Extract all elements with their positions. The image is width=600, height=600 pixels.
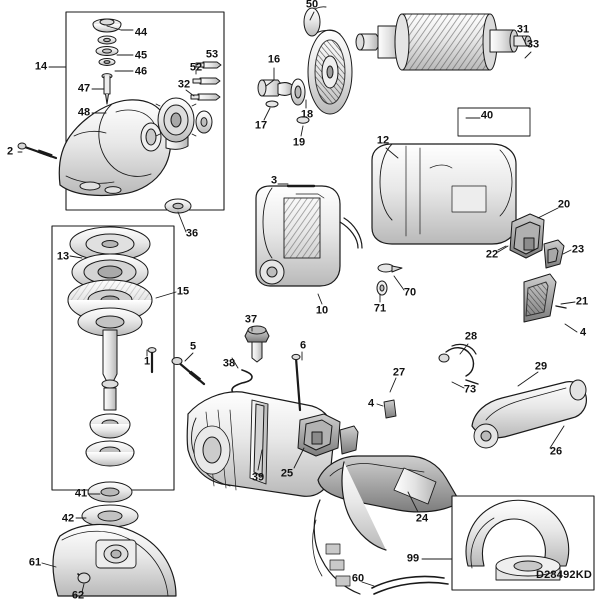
callout-23: 23	[571, 243, 585, 256]
callout-48: 48	[77, 106, 91, 119]
callout-32: 32	[177, 78, 191, 91]
callout-46: 46	[134, 65, 148, 78]
callout-19: 19	[292, 136, 306, 149]
callout-21: 21	[575, 295, 589, 308]
callout-53: 53	[205, 48, 219, 61]
callout-39: 39	[251, 471, 265, 484]
callout-50: 50	[305, 0, 319, 11]
callout-20: 20	[557, 198, 571, 211]
callout-6: 6	[299, 339, 307, 352]
callout-40: 40	[480, 109, 494, 122]
model-code: D28492KD	[535, 569, 592, 581]
callout-73: 73	[463, 383, 477, 396]
callout-16: 16	[267, 53, 281, 66]
callout-62: 62	[71, 589, 85, 600]
callout-10: 10	[315, 304, 329, 317]
callout-99: 99	[406, 552, 420, 565]
callout-22: 22	[485, 248, 499, 261]
callout-47: 47	[77, 82, 91, 95]
callout-31: 31	[516, 23, 530, 36]
callout-15: 15	[176, 285, 190, 298]
callout-29: 29	[534, 360, 548, 373]
callout-4-upper: 4	[579, 326, 587, 339]
callout-71: 71	[373, 302, 387, 315]
callout-12: 12	[376, 134, 390, 147]
callout-61: 61	[28, 556, 42, 569]
callout-2: 2	[6, 145, 14, 158]
callout-52: 52	[189, 61, 203, 74]
callout-4-lower: 4	[367, 397, 375, 410]
callout-1: 1	[143, 355, 151, 368]
callout-70: 70	[403, 286, 417, 299]
callout-38: 38	[222, 357, 236, 370]
callout-44: 44	[134, 26, 148, 39]
callout-14: 14	[34, 60, 48, 73]
callout-45: 45	[134, 49, 148, 62]
callout-28: 28	[464, 330, 478, 343]
callout-60: 60	[351, 572, 365, 585]
callout-26: 26	[549, 445, 563, 458]
callout-25: 25	[280, 467, 294, 480]
callout-27: 27	[392, 366, 406, 379]
callout-3: 3	[270, 174, 278, 187]
callout-37: 37	[244, 313, 258, 326]
callout-33: 33	[526, 38, 540, 51]
callout-5: 5	[189, 340, 197, 353]
callout-41: 41	[74, 487, 88, 500]
callout-18: 18	[300, 108, 314, 121]
callout-24: 24	[415, 512, 429, 525]
callout-17: 17	[254, 119, 268, 132]
callout-42: 42	[61, 512, 75, 525]
callout-13: 13	[56, 250, 70, 263]
callout-36: 36	[185, 227, 199, 240]
